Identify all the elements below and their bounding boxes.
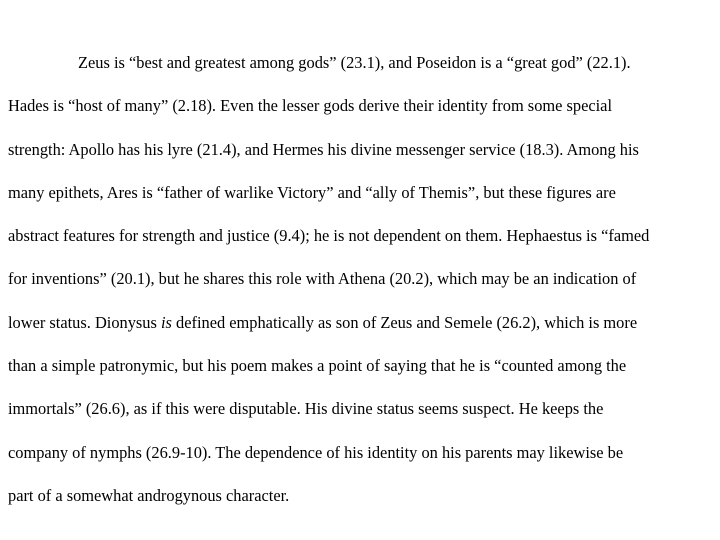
- emphasis-is: is: [160, 313, 172, 332]
- paragraph-line-8: than a simple patronymic, but his poem makes a point of saying that he is “counted among the: [8, 356, 627, 375]
- paragraph-line-7: [8, 313, 637, 333]
- paragraph-line-6: for inventions” (20.1), but he shares this role with Athena (20.2), which may be an indication of: [8, 269, 637, 288]
- paragraph-line-3: strength: Apollo has his lyre (21.4), and Hermes his divine messenger service (18.3). Among his: [8, 140, 639, 159]
- line-7-text-after: defined emphatically as son of Zeus and Semele (26.2), which is more: [171, 313, 638, 332]
- paragraph-line-5: abstract features for strength and justice (9.4); he is not dependent on them. Hephaestus is “famed: [8, 226, 650, 245]
- paragraph-line-2: Hades is “host of many” (2.18). Even the lesser gods derive their identity from some special: [8, 96, 613, 115]
- paragraph-line-4: many epithets, Ares is “father of warlike Victory” and “ally of Themis”, but these figures are: [8, 183, 616, 202]
- line-7-text-before: lower status. Dionysus: [8, 313, 161, 332]
- paragraph-line-1: Zeus is “best and greatest among gods” (23.1), and Poseidon is a “great god” (22.1).: [78, 53, 631, 72]
- paragraph-line-9: immortals” (26.6), as if this were disputable. His divine status seems suspect. He keeps the: [8, 399, 604, 418]
- paragraph-line-11: part of a somewhat androgynous character.: [8, 486, 290, 505]
- paragraph-line-10: company of nymphs (26.9-10). The dependence of his identity on his parents may likewise be: [8, 443, 624, 462]
